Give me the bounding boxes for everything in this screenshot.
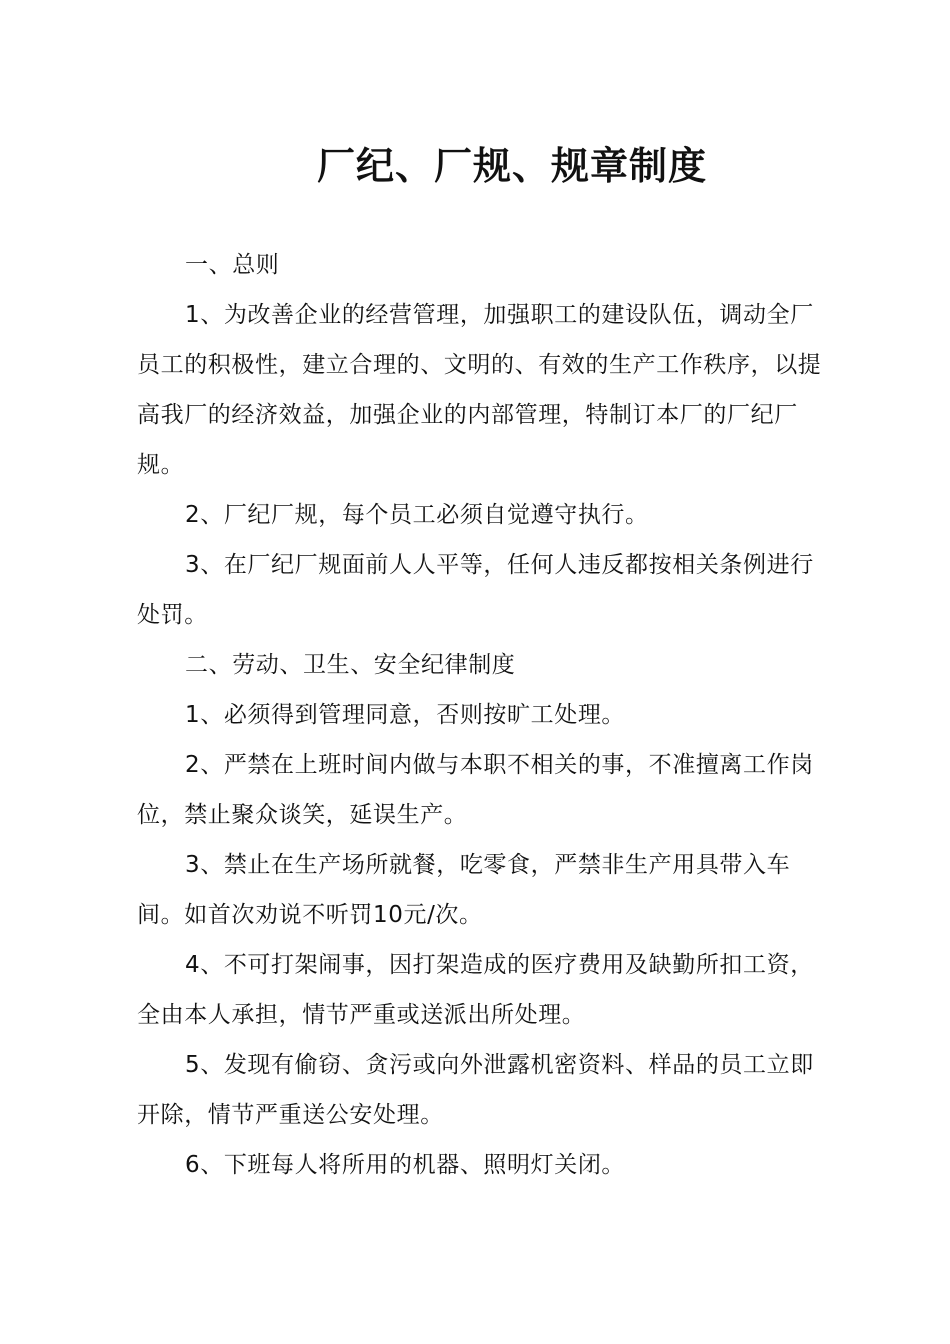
- paragraph-general-2: 2、厂纪厂规，每个员工必须自觉遵守执行。: [185, 502, 649, 528]
- document-body: [137, 240, 827, 1190]
- document-title: 厂纪、厂规、规章制度: [316, 143, 707, 188]
- paragraph-general-1: 1、为改善企业的经营管理，加强职工的建设队伍，调动全厂员工的积极性，建立合理的、文明的、有效的生产工作秩序，以提高我厂的经济效益，加强企业的内部管理，特制订本厂的厂纪厂规。: [137, 302, 822, 478]
- paragraph-discipline-5: 5、发现有偷窃、贪污或向外泄露机密资料、样品的员工立即开除，情节严重送公安处理。: [137, 1052, 814, 1128]
- paragraph-general-3: 3、在厂纪厂规面前人人平等，任何人违反都按相关条例进行处罚。: [137, 552, 814, 628]
- section-heading-discipline: 二、劳动、卫生、安全纪律制度: [185, 652, 516, 678]
- section-heading-general: 一、总则: [185, 252, 280, 278]
- paragraph-discipline-2: 2、严禁在上班时间内做与本职不相关的事，不准擅离工作岗位，禁止聚众谈笑，延误生产。: [137, 752, 814, 828]
- paragraph-discipline-3: 3、禁止在生产场所就餐，吃零食，严禁非生产用具带入车间。如首次劝说不听罚10元/次。: [137, 852, 791, 928]
- paragraph-discipline-1: 1、必须得到管理同意，否则按旷工处理。: [185, 702, 626, 728]
- paragraph-discipline-6: 6、下班每人将所用的机器、照明灯关闭。: [185, 1152, 626, 1178]
- paragraph-discipline-4: 4、不可打架闹事，因打架造成的医疗费用及缺勤所扣工资，全由本人承担，情节严重或送派出所处理。: [137, 952, 814, 1028]
